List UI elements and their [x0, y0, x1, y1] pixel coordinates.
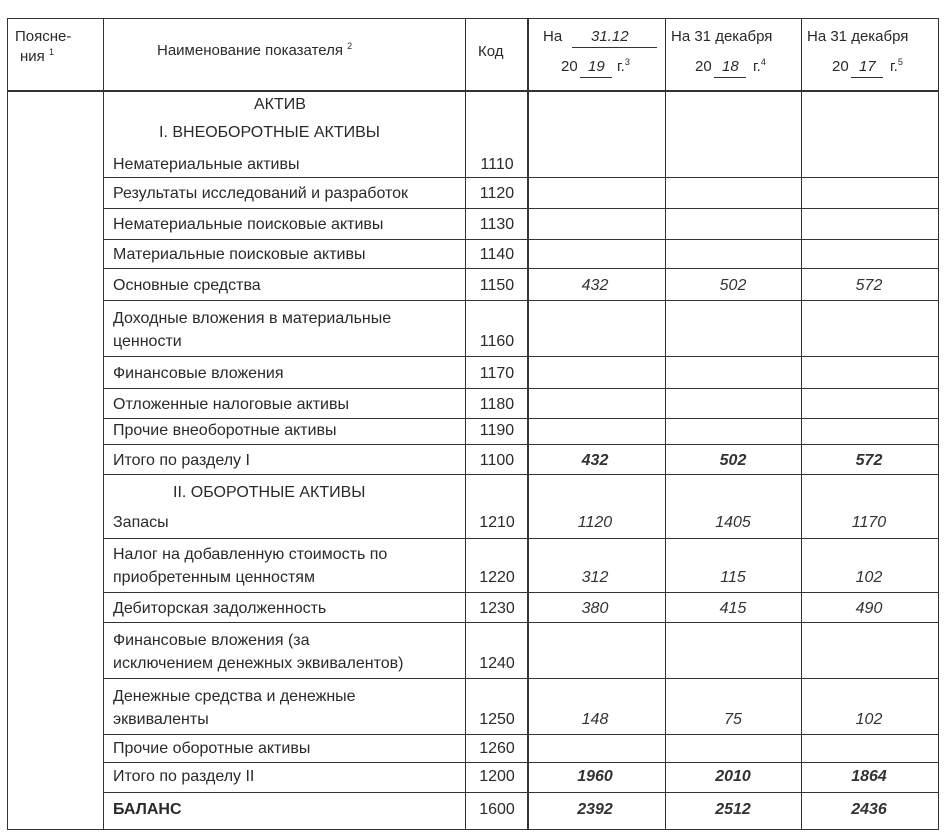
header-col2-line1: На 31 декабря — [671, 28, 773, 45]
row-name: Итого по разделу II — [113, 768, 255, 785]
row-name: Материальные поисковые активы — [113, 246, 366, 263]
value-cell: 490 — [855, 600, 883, 617]
header-col3-line1: На 31 декабря — [807, 28, 909, 45]
grid-line — [665, 18, 666, 830]
row-name: приобретенным ценностям — [113, 569, 315, 586]
grid-line — [103, 444, 939, 445]
section-title-noncurrent: I. ВНЕОБОРОТНЫЕ АКТИВЫ — [159, 124, 380, 141]
header-col3-year-suffix — [890, 58, 903, 76]
row-name: Основные средства — [113, 277, 261, 294]
row-name: Отложенные налоговые активы — [113, 396, 349, 413]
value-cell: 75 — [724, 711, 742, 728]
value-cell: 2392 — [577, 801, 613, 818]
value-cell: 2010 — [715, 768, 751, 785]
row-code: 1230 — [479, 600, 515, 617]
row-name: Результаты исследований и разработок — [113, 185, 409, 202]
header-col3-year: 17 — [859, 58, 876, 75]
grid-line — [103, 734, 939, 735]
header-col2-year-suffix — [753, 58, 766, 76]
header-code: Код — [478, 43, 504, 60]
year-suffix-text: г. — [753, 58, 761, 75]
row-name: Финансовые вложения (за — [113, 632, 310, 649]
value-cell: 102 — [855, 569, 883, 586]
value-cell: 572 — [855, 452, 883, 469]
value-cell: 148 — [581, 711, 609, 728]
value-cell: 2512 — [715, 801, 751, 818]
grid-line — [7, 829, 939, 830]
fill-line — [714, 77, 746, 78]
row-code: 1190 — [479, 422, 515, 439]
row-name: Финансовые вложения — [113, 365, 284, 382]
grid-line — [103, 356, 939, 357]
header-note-line1: Поясне- — [15, 28, 72, 45]
row-code: 1210 — [479, 514, 515, 531]
grid-line — [7, 18, 939, 19]
grid-line — [103, 792, 939, 793]
grid-line — [801, 18, 802, 830]
grid-line — [103, 762, 939, 763]
value-cell: 415 — [719, 600, 747, 617]
grid-line — [103, 592, 939, 593]
row-code: 1240 — [479, 655, 515, 672]
header-note-line2 — [20, 48, 54, 66]
value-cell: 432 — [581, 452, 609, 469]
header-col2-year: 18 — [722, 58, 739, 75]
header-col1-prefix: На — [543, 28, 563, 45]
row-name: Запасы — [113, 514, 169, 531]
row-code: 1100 — [479, 452, 515, 469]
year-suffix-text: г. — [617, 58, 625, 75]
footnote-marker: 1 — [48, 47, 54, 57]
grid-line — [7, 90, 939, 92]
fill-line — [580, 77, 612, 78]
row-name: эквиваленты — [113, 711, 209, 728]
grid-line — [103, 239, 939, 240]
grid-line — [103, 418, 939, 419]
row-code: 1160 — [479, 333, 515, 350]
row-name: Налог на добавленную стоимость по — [113, 546, 388, 563]
row-code: 1130 — [479, 216, 515, 233]
row-code: 1150 — [479, 277, 515, 294]
row-code: 1170 — [479, 365, 515, 382]
value-cell: 502 — [719, 277, 747, 294]
row-name: Денежные средства и денежные — [113, 688, 356, 705]
value-cell: 102 — [855, 711, 883, 728]
value-cell: 1120 — [577, 514, 613, 531]
grid-line — [103, 388, 939, 389]
row-name: Итого по разделу I — [113, 452, 250, 469]
row-code: 1110 — [480, 156, 514, 173]
row-code: 1260 — [479, 740, 515, 757]
footnote-marker: 2 — [347, 41, 353, 51]
row-name: ценности — [113, 333, 182, 350]
grid-line — [103, 177, 939, 178]
header-col3-year-prefix: 20 — [832, 58, 849, 75]
row-name: Доходные вложения в материальные — [113, 310, 392, 327]
value-cell: 572 — [855, 277, 883, 294]
row-name: исключением денежных эквивалентов) — [113, 655, 404, 672]
footnote-marker: 5 — [897, 57, 903, 67]
value-cell: 115 — [720, 569, 746, 586]
grid-line — [103, 678, 939, 679]
fill-line — [572, 47, 657, 48]
grid-line — [7, 18, 8, 830]
header-col1-date: 31.12 — [591, 28, 629, 45]
header-col2-year-prefix: 20 — [695, 58, 712, 75]
value-cell: 502 — [719, 452, 747, 469]
value-cell: 380 — [581, 600, 609, 617]
row-code: 1180 — [479, 396, 515, 413]
fill-line — [851, 77, 883, 78]
section-title-aktiv: АКТИВ — [254, 96, 306, 113]
row-code: 1120 — [479, 185, 515, 202]
header-col1-year-suffix — [617, 58, 630, 76]
row-name: Дебиторская задолженность — [113, 600, 327, 617]
row-code: 1200 — [479, 768, 515, 785]
year-suffix-text: г. — [890, 58, 898, 75]
grid-line — [103, 474, 939, 475]
value-cell: 2436 — [851, 801, 887, 818]
header-col1-year: 19 — [588, 58, 605, 75]
header-col1-year-prefix: 20 — [561, 58, 578, 75]
header-indicator-name — [157, 42, 352, 60]
section-title-current: II. ОБОРОТНЫЕ АКТИВЫ — [173, 484, 366, 501]
row-code: 1250 — [479, 711, 515, 728]
grid-line — [103, 300, 939, 301]
row-name: Прочие внеоборотные активы — [113, 422, 337, 439]
grid-line — [103, 538, 939, 539]
row-name-balance: БАЛАНС — [113, 801, 182, 818]
row-code: 1600 — [479, 801, 515, 818]
grid-line — [103, 18, 104, 830]
value-cell: 1960 — [577, 768, 613, 785]
grid-line — [103, 268, 939, 269]
value-cell: 1405 — [715, 514, 751, 531]
value-cell: 1864 — [851, 768, 887, 785]
grid-line — [103, 622, 939, 623]
row-code: 1220 — [479, 569, 515, 586]
value-cell: 432 — [581, 277, 609, 294]
row-name: Нематериальные активы — [113, 156, 300, 173]
row-code: 1140 — [479, 246, 515, 263]
grid-line — [938, 18, 939, 830]
header-indicator-name-text: Наименование показателя — [157, 42, 343, 59]
value-cell: 312 — [581, 569, 609, 586]
row-name: Нематериальные поисковые активы — [113, 216, 384, 233]
footnote-marker: 4 — [760, 57, 766, 67]
row-name: Прочие оборотные активы — [113, 740, 311, 757]
footnote-marker: 3 — [624, 57, 630, 67]
value-cell: 1170 — [851, 514, 887, 531]
header-note-line2-text: ния — [20, 48, 45, 65]
grid-line — [103, 208, 939, 209]
